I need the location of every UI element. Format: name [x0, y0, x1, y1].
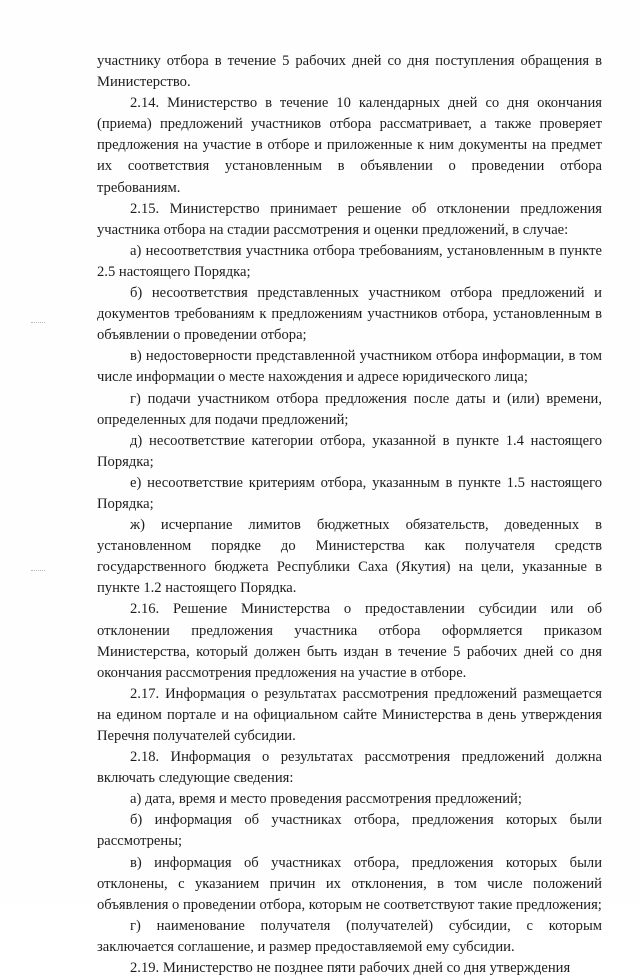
list-item: а) дата, время и место проведения рассмотрения предложений;: [130, 791, 522, 808]
list-item: г) наименование получателя (получателей) субсидии, с которым заключается соглашение, и размер предоставляемой ему субсидии.: [97, 917, 602, 955]
list-item: д) несоответствие категории отбора, указанной в пункте 1.4 настоящего Порядка;: [97, 432, 602, 470]
paragraph: 2.14. Министерство в течение 10 календарных дней со дня окончания (приема) предложений участников отбора рассматривает, а также проверяет предложения на участие в отборе и приложенные к ним документы на предмет их соответствия установленным в объявлении о проведении отбора требованиям.: [97, 95, 602, 196]
list-item: а) несоответствия участника отбора требованиям, установленным в пункте 2.5 настоящего Порядка;: [97, 242, 602, 280]
margin-mark: [31, 570, 45, 572]
list-item: в) недостоверности представленной участником отбора информации, в том числе информации о месте нахождения и адресе юридического лица;: [97, 348, 602, 386]
list-item: ж) исчерпание лимитов бюджетных обязательств, доведенных в установленном порядке до Министерства как получателя средств государственного бюджета Республики Саха (Якутия) на цели, указанные в пункте 1.2 настоящего Порядка.: [97, 517, 602, 597]
document-body: [97, 51, 602, 979]
list-item: в) информация об участниках отбора, предложения которых были отклонены, с указанием причин их отклонения, в том числе положений объявления о проведении отбора, которым не соответствуют такие предложения;: [97, 854, 602, 913]
paragraph: 2.18. Информация о результатах рассмотрения предложений должна включать следующие сведения:: [97, 749, 602, 787]
list-item: е) несоответствие критериям отбора, указанным в пункте 1.5 настоящего Порядка;: [97, 474, 602, 512]
paragraph: 2.19. Министерство не позднее пяти рабочих дней со дня утверждения: [130, 960, 571, 977]
paragraph: 2.15. Министерство принимает решение об отклонении предложения участника отбора на стадии рассмотрения и оценки предложений, в случае:: [97, 200, 602, 238]
paragraph: 2.17. Информация о результатах рассмотрения предложений размещается на едином портале и на официальном сайте Министерства в день утверждения Перечня получателей субсидии.: [97, 685, 602, 744]
list-item: г) подачи участником отбора предложения после даты и (или) времени, определенных для подачи предложений;: [97, 390, 602, 428]
paragraph: участнику отбора в течение 5 рабочих дней со дня поступления обращения в Министерство.: [97, 53, 602, 91]
paragraph: 2.16. Решение Министерства о предоставлении субсидии или об отклонении предложения участника отбора оформляется приказом Министерства, который должен быть издан в течение 5 рабочих дней со дня окончания рассмотрения предложения на участие в отборе.: [97, 601, 602, 681]
list-item: б) несоответствия представленных участником отбора предложений и документов требованиям к предложениям участников отбора, установленным в объявлении о проведении отбора;: [97, 285, 602, 344]
list-item: б) информация об участниках отбора, предложения которых были рассмотрены;: [97, 812, 602, 850]
margin-mark: [31, 322, 45, 324]
